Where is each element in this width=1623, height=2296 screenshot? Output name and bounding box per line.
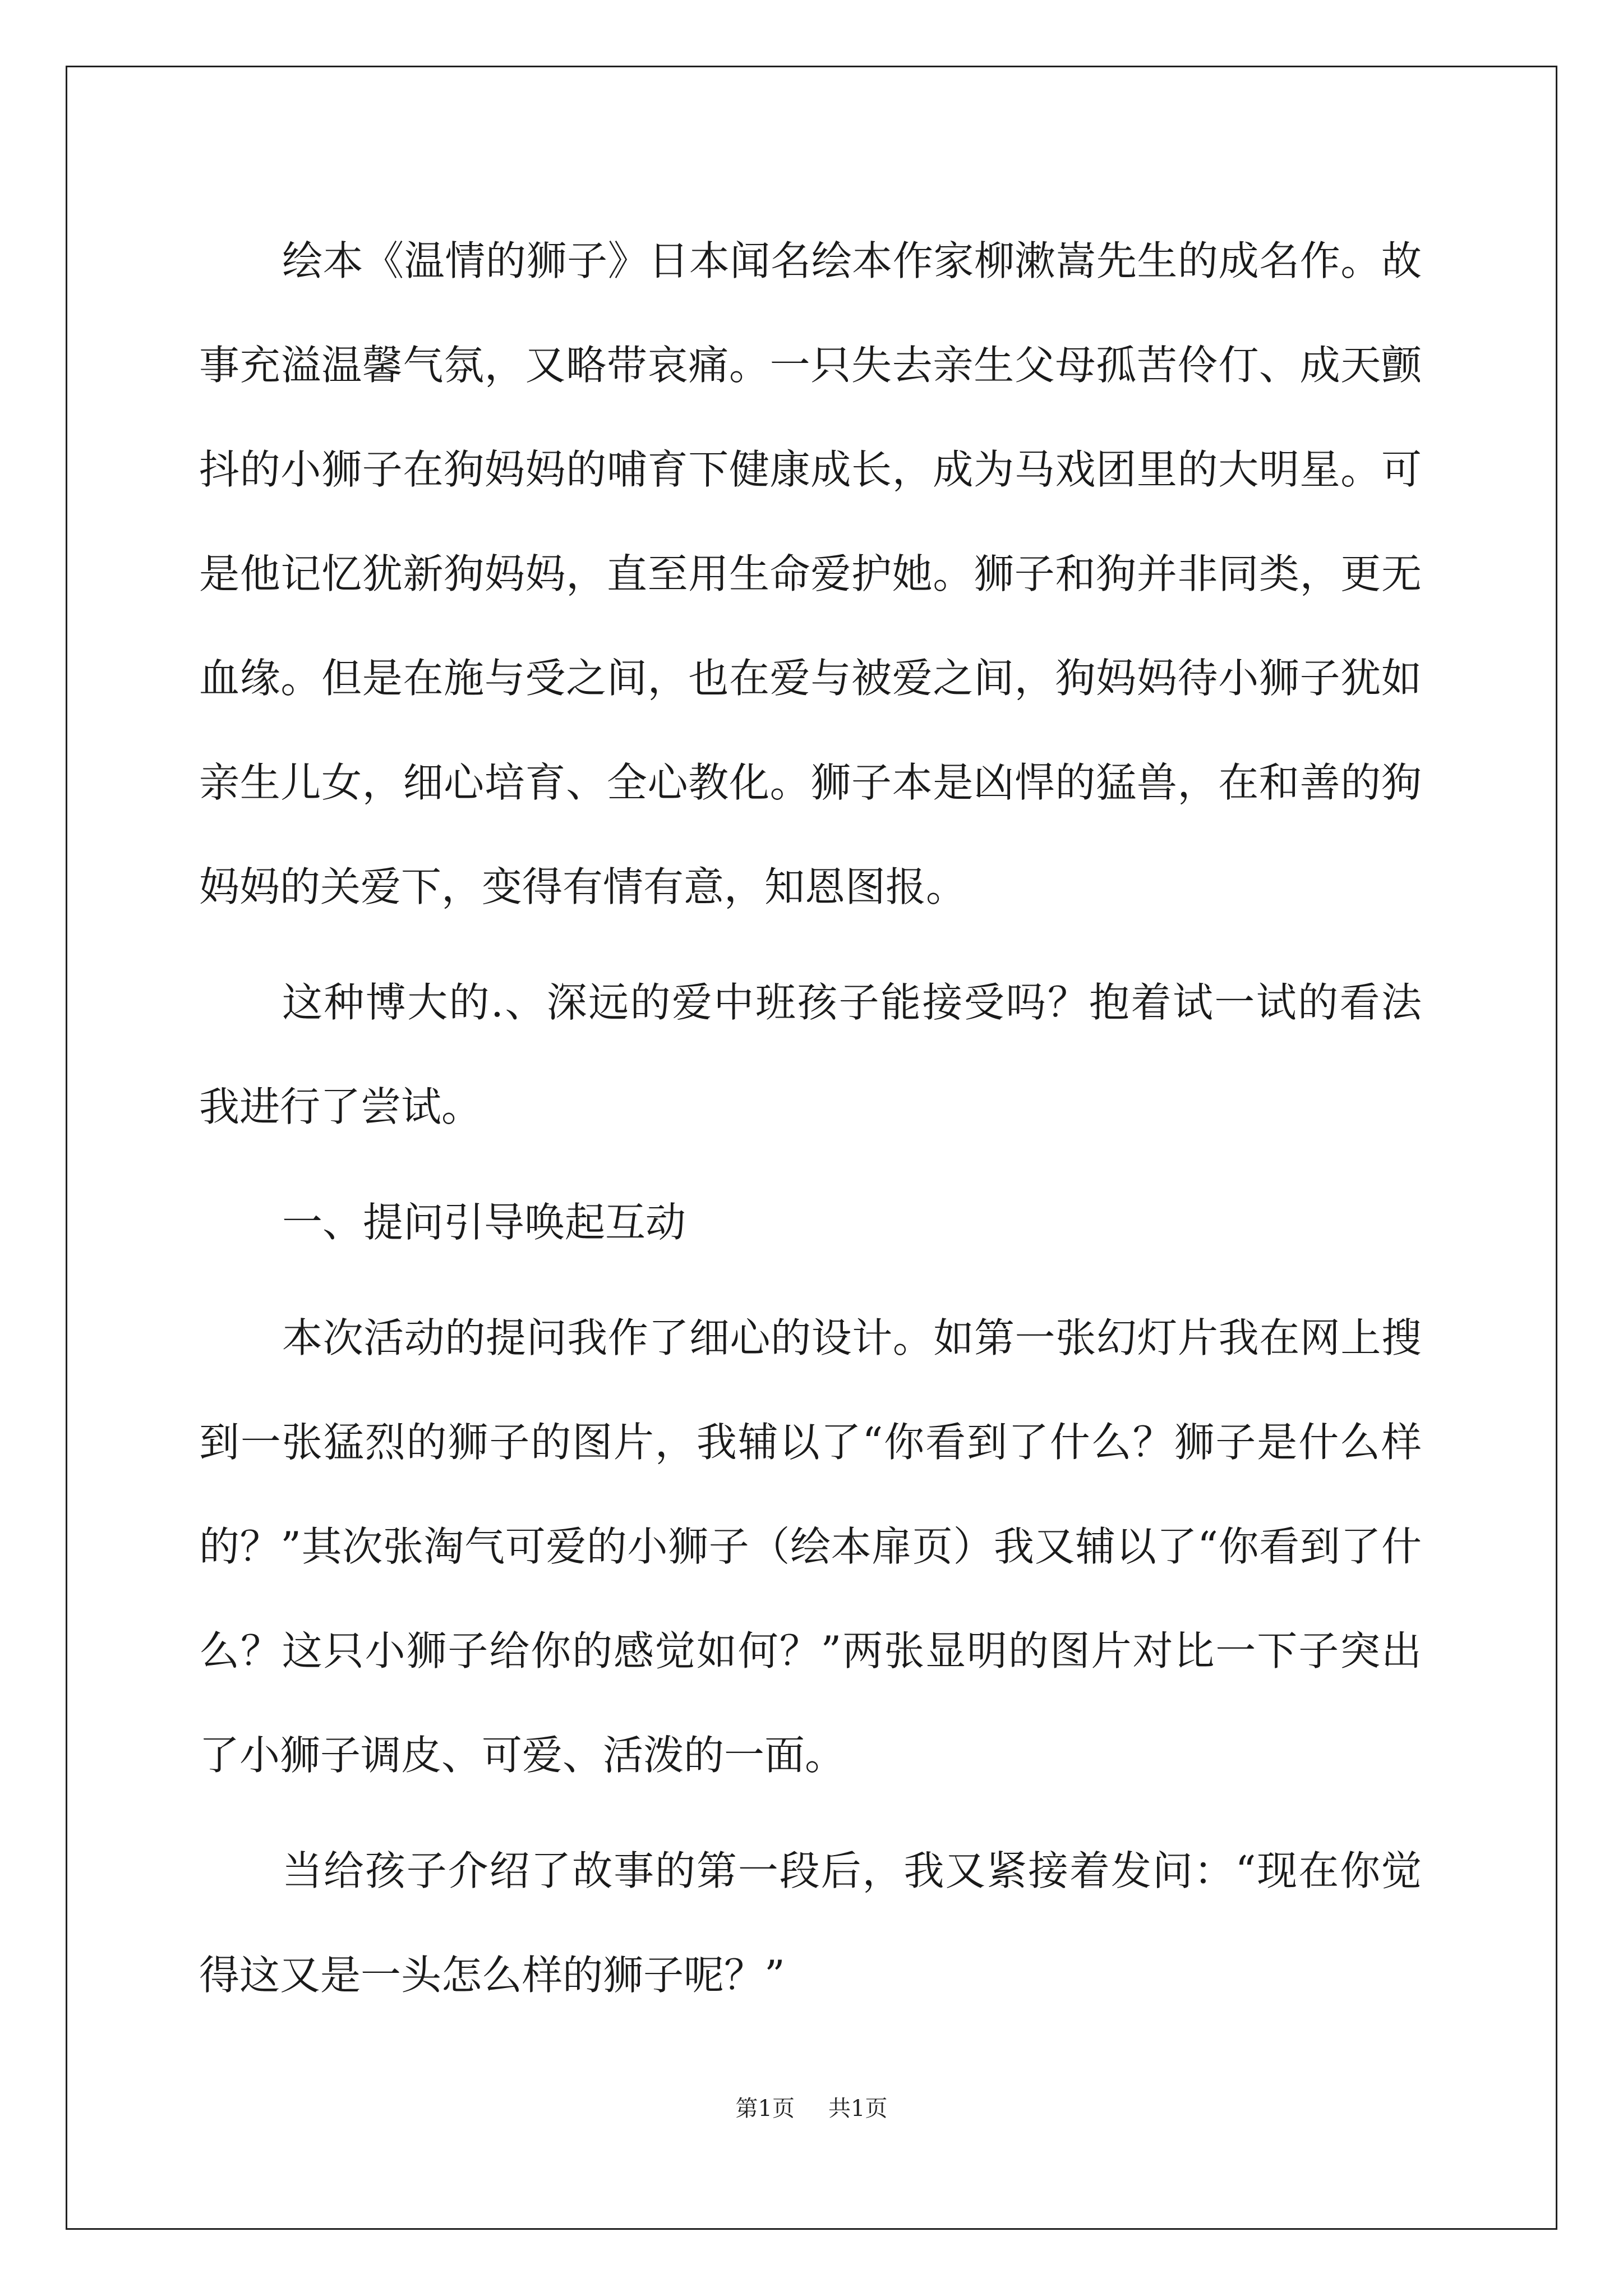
page-number: 第1页	[735, 2096, 795, 2122]
paragraph-question: 这种博大的.、深远的爱中班孩子能接受吗？抱着试一试的看法我进行了尝试。	[199, 979, 1422, 1130]
section-heading: 一、提问引导唤起互动	[282, 1199, 686, 1246]
page-total: 共1页	[828, 2096, 888, 2122]
paragraph-followup: 当给孩子介绍了故事的第一段后，我又紧接着发问：“现在你觉得这又是一头怎么样的狮子呢？”	[199, 1847, 1422, 1999]
paragraph-activity: 本次活动的提问我作了细心的设计。如第一张幻灯片我在网上搜到一张猛烈的狮子的图片，我辅以了“你看到了什么？狮子是什么样的？”其次张淘气可爱的小狮子（绘本扉页）我又辅以了“你看到了什么？这只小狮子给你的感觉如何？”两张显明的图片对比一下子突出了小狮子调皮、可爱、活泼的一面。	[199, 1314, 1422, 1779]
document-body	[199, 209, 1422, 2039]
page-footer	[0, 2091, 1623, 2123]
paragraph-intro: 绘本《温情的狮子》日本闻名绘本作家柳漱嵩先生的成名作。故事充溢温馨气氛，又略带哀痛。一只失去亲生父母孤苦伶仃、成天颤抖的小狮子在狗妈妈的哺育下健康成长，成为马戏团里的大明星。可是他记忆犹新狗妈妈，直至用生命爱护她。狮子和狗并非同类，更无血缘。但是在施与受之间，也在爱与被爱之间，狗妈妈待小狮子犹如亲生儿女，细心培育、全心教化。狮子本是凶悍的猛兽，在和善的狗妈妈的关爱下，变得有情有意，知恩图报。	[199, 237, 1422, 910]
